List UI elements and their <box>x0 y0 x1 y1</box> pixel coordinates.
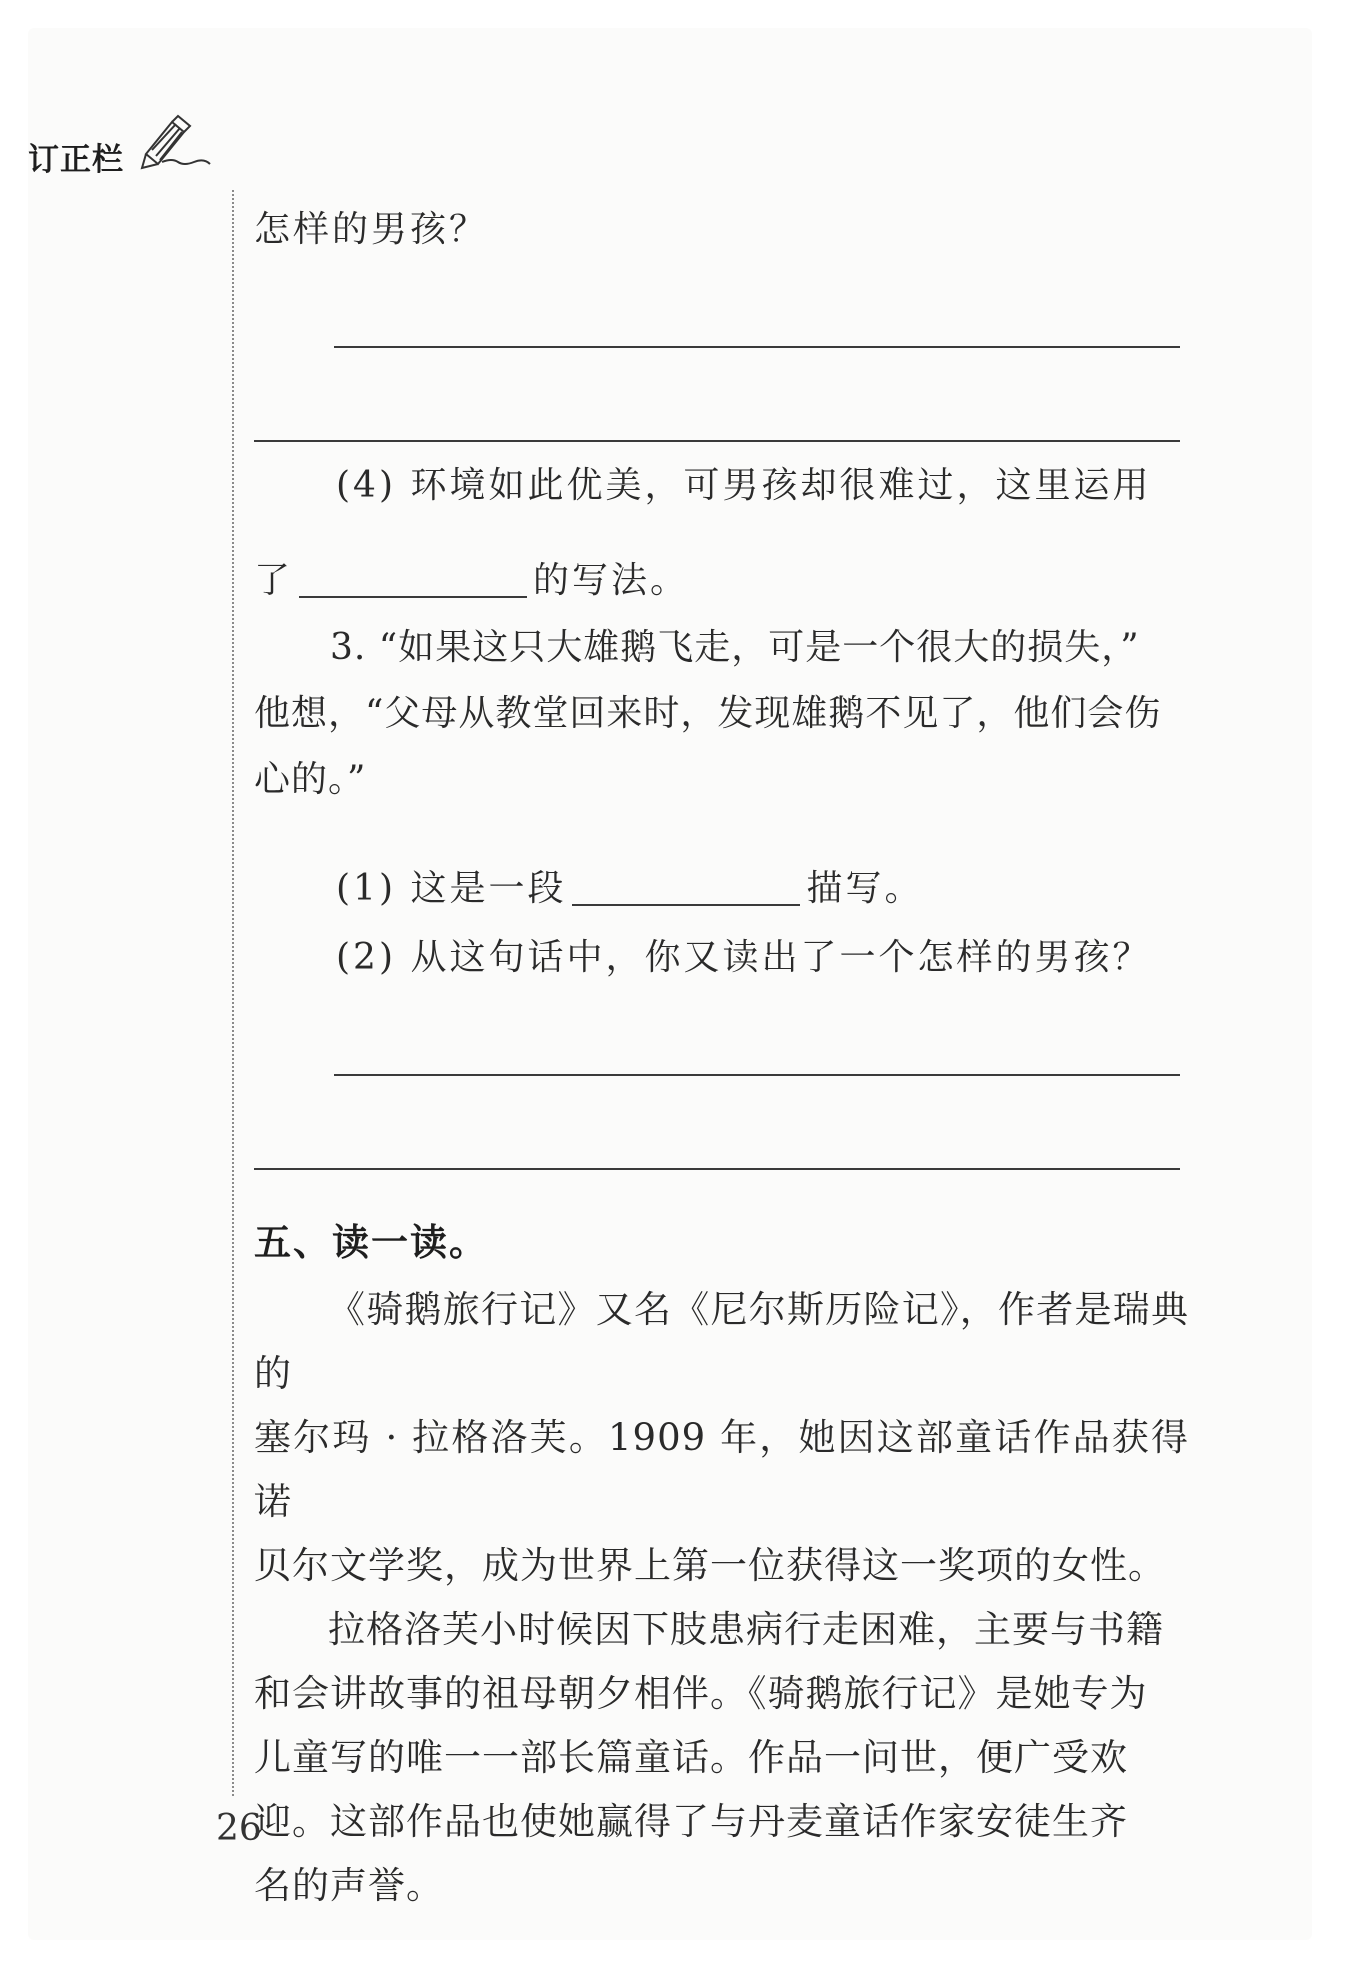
answer-line[interactable] <box>254 440 1180 442</box>
answer-line[interactable] <box>334 346 1180 348</box>
fill-blank[interactable] <box>572 870 800 906</box>
paragraph-line: 贝尔文学奖，成为世界上第一位获得这一奖项的女性。 <box>254 1544 1166 1587</box>
paragraph-line: 塞尔玛 · 拉格洛芙。1909 年，她因这部童话作品获得诺 <box>254 1416 1189 1523</box>
question-4-text: (4) 环境如此优美，可男孩却很难过，这里运用 <box>336 465 1152 506</box>
paragraph-line: 名的声誉。 <box>254 1864 444 1907</box>
margin-divider <box>232 190 234 1796</box>
quote-line: 心的。” <box>254 759 367 800</box>
quote-line: 他想，“父母从教堂回来时，发现雄鹅不见了，他们会伤 <box>254 693 1162 734</box>
pencil-icon <box>138 112 218 172</box>
question-3-1-prefix: (1) 这是一段 <box>336 868 567 909</box>
paragraph-line: 迎。这部作品也使她赢得了与丹麦童话作家安徒生齐 <box>254 1800 1128 1843</box>
reading-passage <box>254 1278 1189 1918</box>
question-text: 怎样的男孩？ <box>254 209 489 250</box>
paragraph-line: 拉格洛芙小时候因下肢患病行走困难，主要与书籍 <box>328 1608 1164 1651</box>
quote-line: 3. “如果这只大雄鹅飞走，可是一个很大的损失，” <box>330 627 1140 668</box>
question-3-2: (2) 从这句话中，你又读出了一个怎样的男孩？ <box>336 937 1152 978</box>
paragraph-line: 和会讲故事的祖母朝夕相伴。《骑鹅旅行记》是她专为 <box>254 1672 1148 1715</box>
page-number: 26 <box>216 1808 262 1849</box>
section-heading: 五、读一读。 <box>254 1221 488 1264</box>
question-4-fill-line <box>254 562 689 599</box>
question-4-prefix: 了 <box>254 560 294 601</box>
answer-line[interactable] <box>334 1074 1180 1076</box>
question-3-1-suffix: 描写。 <box>806 868 924 909</box>
correction-column-title: 订正栏 <box>28 142 124 178</box>
paragraph-line: 儿童写的唯一一部长篇童话。作品一问世，便广受欢 <box>254 1736 1128 1779</box>
paragraph-line: 《骑鹅旅行记》又名《尼尔斯历险记》，作者是瑞典的 <box>254 1288 1189 1395</box>
fill-blank[interactable] <box>299 562 527 598</box>
answer-line[interactable] <box>254 1168 1180 1170</box>
question-3-1 <box>336 870 923 907</box>
question-4-suffix: 的写法。 <box>533 560 690 601</box>
